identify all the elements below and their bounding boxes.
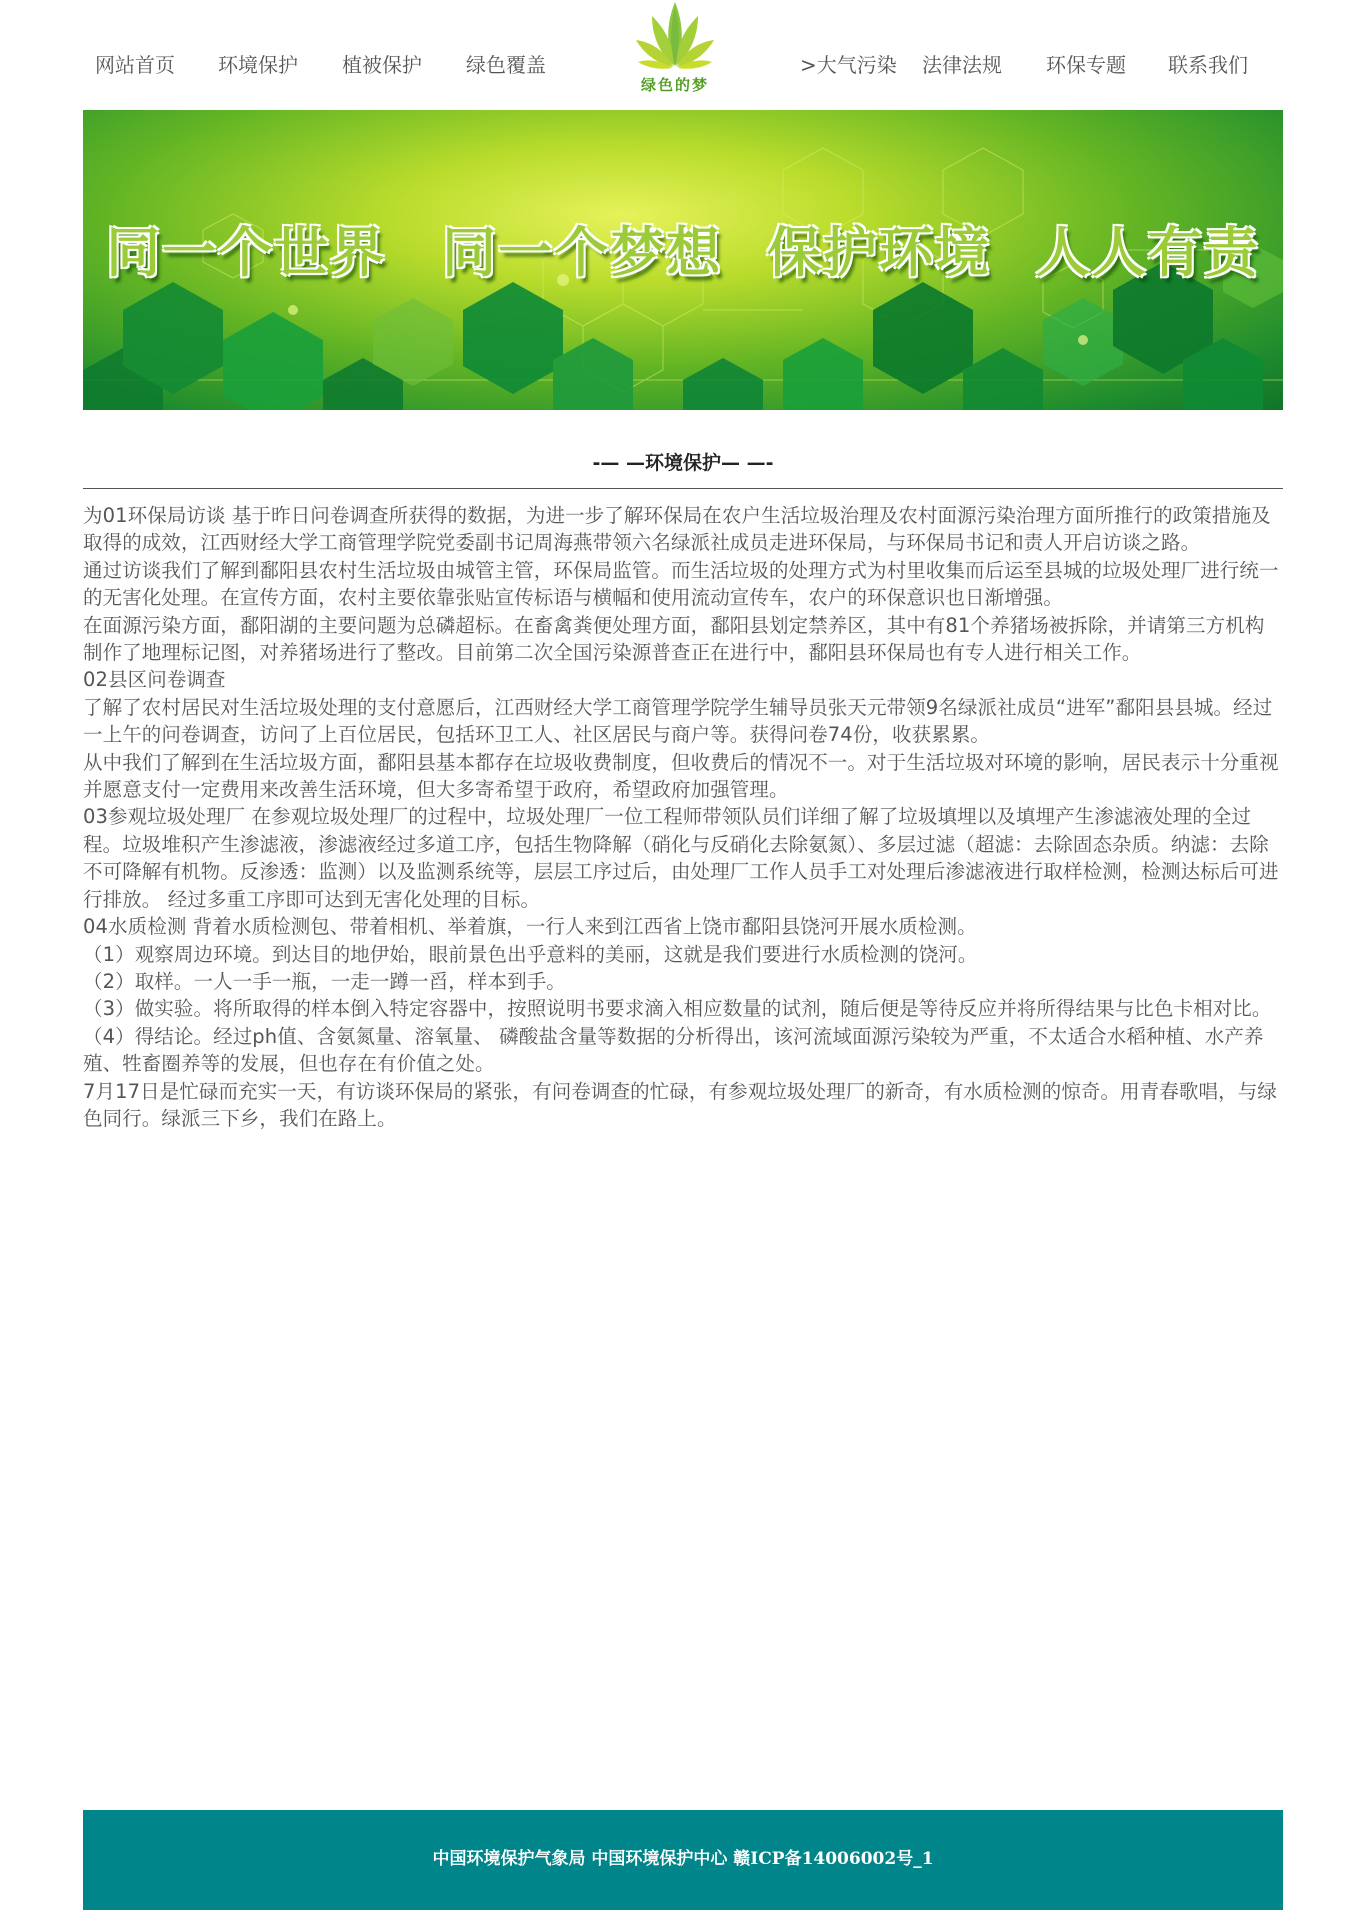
nav-item-environmental-topics[interactable]: 环保专题 (1046, 53, 1126, 77)
nav-item-laws-regulations[interactable]: 法律法规 (922, 53, 1002, 77)
article-paragraph: 02县区问卷调查 (83, 668, 226, 692)
leaf-logo-icon (630, 0, 720, 76)
hero-banner (83, 110, 1283, 410)
section-title: -— —环境保护— —- (592, 452, 774, 474)
article-paragraph: 03参观垃圾处理厂 在参观垃圾处理厂的过程中，垃圾处理厂一位工程师带领队员们详细了解了垃圾填埋以及填埋产生渗滤液处理的全过程。垃圾堆积产生渗滤液，渗滤液经过多道工序，包括生物降解（硝化与反硝化去除氨氮）、多层过滤（超滤：去除固态杂质。纳滤：去除不可降解有机物。反渗透：监测）以及监测系统等，层层工序过后，由处理厂工作人员手工对处理后渗滤液进行取样检测，检测达标后可进行排放。 经过多重工序即可达到无害化处理的目标。 (83, 805, 1279, 911)
article-paragraph: 通过访谈我们了解到鄱阳县农村生活垃圾由城管主管，环保局监管。而生活垃圾的处理方式为村里收集而后运至县城的垃圾处理厂进行统一的无害化处理。在宣传方面，农村主要依靠张贴宣传标语与横幅和使用流动宣传车，农户的环保意识也日渐增强。 (83, 558, 1279, 610)
article-paragraph: 在面源污染方面，鄱阳湖的主要问题为总磷超标。在畜禽粪便处理方面，鄱阳县划定禁养区，其中有81个养猪场被拆除，并请第三方机构制作了地理标记图，对养猪场进行了整改。目前第二次全国污染源普查正在进行中，鄱阳县环保局也有专人进行相关工作。 (83, 613, 1265, 665)
section-divider (83, 488, 1283, 489)
nav-item-home[interactable]: 网站首页 (95, 53, 175, 77)
nav-item-green-coverage[interactable]: 绿色覆盖 (466, 53, 546, 77)
nav-item-air-pollution[interactable]: >大气污染 (800, 53, 897, 77)
logo-text: 绿色的梦 (640, 76, 709, 94)
nav-item-vegetation-protection[interactable]: 植被保护 (342, 53, 422, 77)
footer-copyright: 中国环境保护气象局 中国环境保护中心 赣ICP备14006002号_1 (432, 1849, 934, 1869)
article-paragraph: （3）做实验。将所取得的样本倒入特定容器中，按照说明书要求滴入相应数量的试剂，随后便是等待反应并将所得结果与比色卡相对比。 (83, 997, 1272, 1021)
nav-item-environment-protection[interactable]: 环境保护 (218, 53, 298, 77)
article-paragraph: 为01环保局访谈 基于昨日问卷调查所获得的数据，为进一步了解环保局在农户生活垃圾治理及农村面源污染治理方面所推行的政策措施及取得的成效，江西财经大学工商管理学院党委副书记周海燕带领六名绿派社成员走进环保局，与环保局书记和责人开启访谈之路。 (83, 504, 1271, 555)
site-footer (83, 1810, 1283, 1910)
article-paragraph: 7月17日是忙碌而充实一天，有访谈环保局的紧张，有问卷调查的忙碌，有参观垃圾处理厂的新奇，有水质检测的惊奇。用青春歌唱，与绿色同行。绿派三下乡，我们在路上。 (83, 1079, 1277, 1130)
nav-item-contact-us[interactable]: 联系我们 (1168, 53, 1248, 77)
article-paragraph: 了解了农村居民对生活垃圾处理的支付意愿后，江西财经大学工商管理学院学生辅导员张天元带领9名绿派社成员“进军”鄱阳县县城。经过一上午的问卷调查，访问了上百位居民，包括环卫工人、社区居民与商户等。获得问卷74份，收获累累。 (83, 695, 1273, 747)
article-paragraph: （4）得结论。经过ph值、含氨氮量、溶氧量、 磷酸盐含量等数据的分析得出，该河流域面源污染较为严重，不太适合水稻种植、水产养殖、牲畜圈养等的发展，但也存在有价值之处。 (83, 1024, 1264, 1076)
article-paragraph: 从中我们了解到在生活垃圾方面，鄱阳县基本都存在垃圾收费制度，但收费后的情况不一。对于生活垃圾对环境的影响，居民表示十分重视并愿意支付一定费用来改善生活环境，但大多寄希望于政府，希望政府加强管理。 (83, 750, 1279, 802)
article-body (83, 502, 1283, 1132)
article-paragraph: （1）观察周边环境。到达目的地伊始，眼前景色出乎意料的美丽，这就是我们要进行水质检测的饶河。 (83, 942, 978, 966)
article-paragraph: （2）取样。一人一手一瓶，一走一蹲一舀，样本到手。 (83, 969, 566, 993)
article-paragraph: 04水质检测 背着水质检测包、带着相机、举着旗，一行人来到江西省上饶市鄱阳县饶河开展水质检测。 (83, 915, 977, 939)
banner-slogan: 同一个世界 同一个梦想 保护环境 人人有责 (106, 221, 1260, 284)
top-nav (0, 0, 1366, 110)
site-logo[interactable] (630, 0, 720, 104)
